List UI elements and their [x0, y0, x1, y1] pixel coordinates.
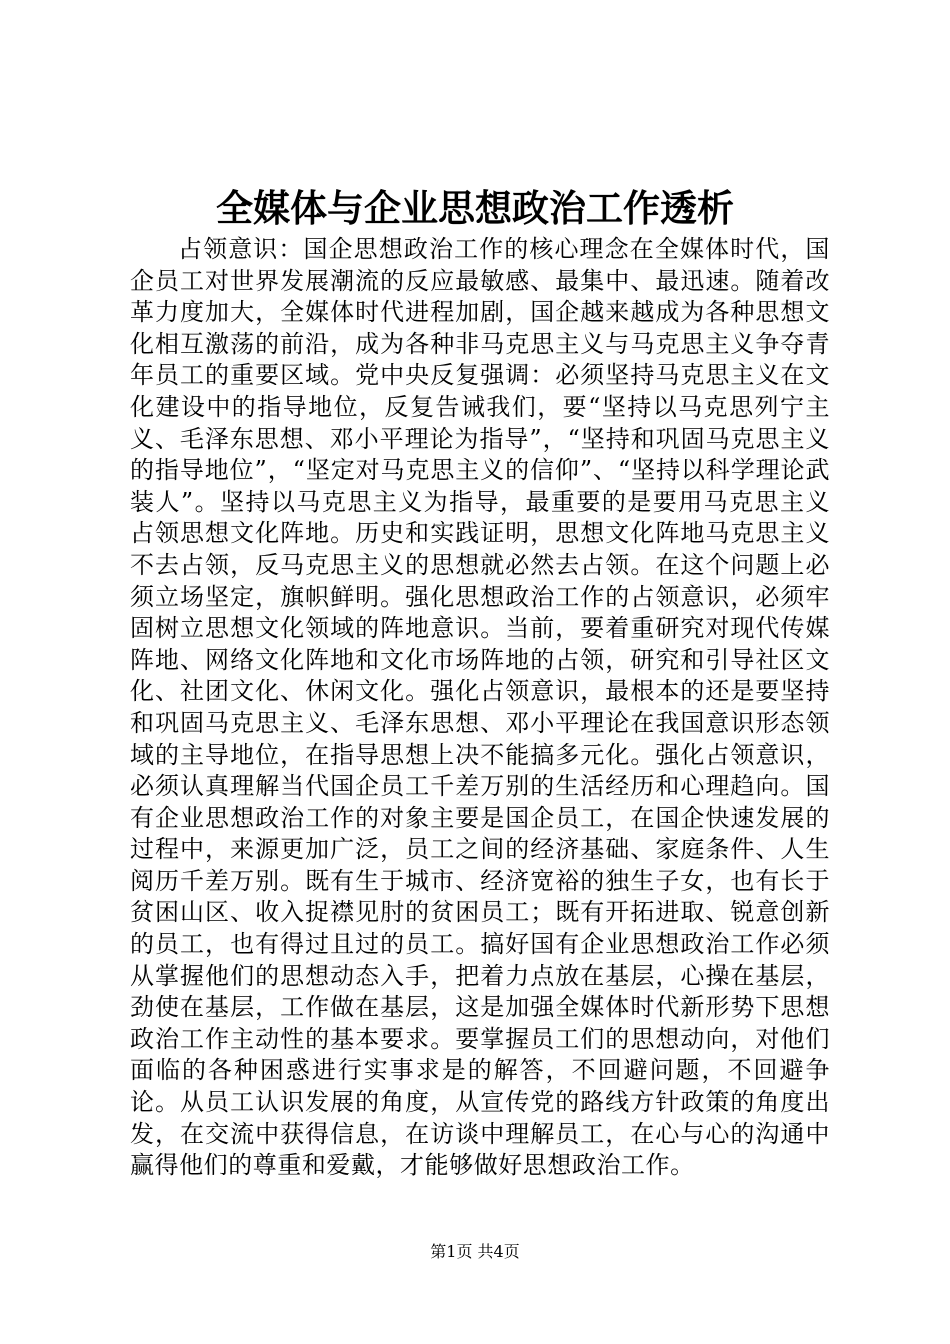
body-paragraph: 占领意识：国企思想政治工作的核心理念在全媒体时代，国企员工对世界发展潮流的反应最敏感、最集中、最迅速。随着改革力度加大，全媒体时代进程加剧，国企越来越成为各种思想文化相互激荡的前沿，成为各种非马克思主义与马克思主义争夺青年员工的重要区域。党中央反复强调：必须坚持马克思主义在文化建设中的指导地位，反复告诫我们，要“坚持以马克思列宁主义、毛泽东思想、邓小平理论为指导”，“坚持和巩固马克思主义的指导地位”，“坚定对马克思主义的信仰”、“坚持以科学理论武装人”。坚持以马克思主义为指导，最重要的是要用马克思主义占领思想文化阵地。历史和实践证明，思想文化阵地马克思主义不去占领，反马克思主义的思想就必然去占领。在这个问题上必须立场坚定，旗帜鲜明。强化思想政治工作的占领意识，必须牢固树立思想文化领域的阵地意识。当前，要着重研究对现代传媒阵地、网络文化阵地和文化市场阵地的占领，研究和引导社区文化、社团文化、休闲文化。强化占领意识，最根本的还是要坚持和巩固马克思主义、毛泽东思想、邓小平理论在我国意识形态领域的主导地位，在指导思想上决不能搞多元化。强化占领意识，必须认真理解当代国企员工千差万别的生活经历和心理趋向。国有企业思想政治工作的对象主要是国企员工，在国企快速发展的过程中，来源更加广泛，员工之间的经济基础、家庭条件、人生阅历千差万别。既有生于城市、经济宽裕的独生子女，也有长于贫困山区、收入捉襟见肘的贫困员工；既有开拓进取、锐意创新的员工，也有得过且过的员工。搞好国有企业思想政治工作必须从掌握他们的思想动态入手，把着力点放在基层，心操在基层，劲使在基层，工作做在基层，这是加强全媒体时代新形势下思想政治工作主动性的基本要求。要掌握员工们的思想动向，对他们面临的各种困惑进行实事求是的解答，不回避问题，不回避争论。从员工认识发展的角度，从宣传党的路线方针政策的角度出发，在交流中获得信息，在访谈中理解员工，在心与心的沟通中赢得他们的尊重和爱戴，才能够做好思想政治工作。	[130, 235, 830, 1180]
page-footer: 第1页 共4页	[430, 1242, 520, 1261]
document-title: 全媒体与企业思想政治工作透析	[216, 186, 734, 230]
